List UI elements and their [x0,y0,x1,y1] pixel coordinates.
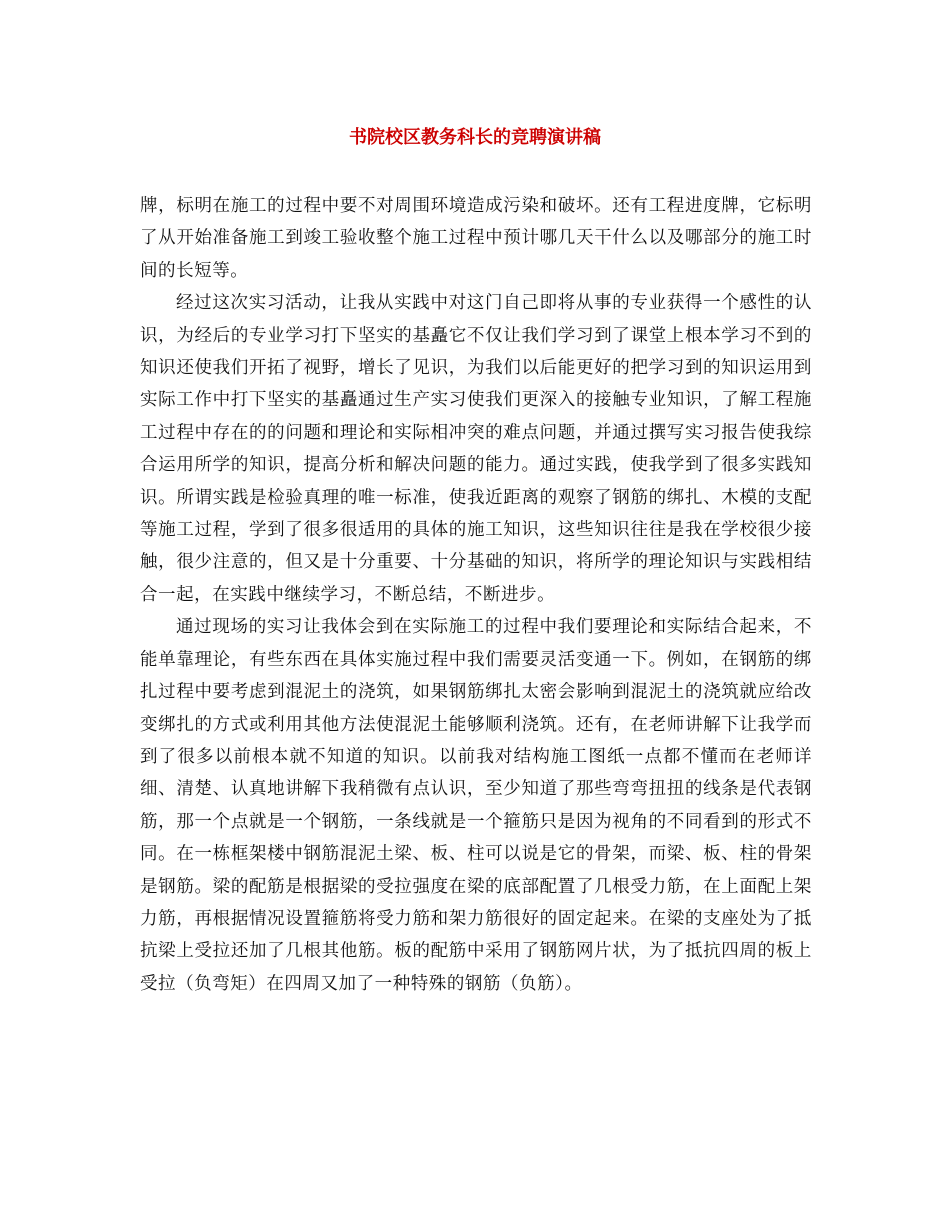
document-title: 书院校区教务科长的竞聘演讲稿 [349,127,601,148]
paragraph-2: 经过这次实习活动，让我从实践中对这门自己即将从事的专业获得一个感性的认识，为经后的专业学习打下坚实的基矗它不仅让我们学习到了课堂上根本学习不到的知识还使我们开拓了视野，增长了见识，为我们以后能更好的把学习到的知识运用到实际工作中打下坚实的基矗通过生产实习使我们更深入的接触专业知识，了解工程施工过程中存在的的问题和理论和实际相冲突的难点问题，并通过撰写实习报告使我综合运用所学的知识，提高分析和解决问题的能力。通过实践，使我学到了很多实践知识。所谓实践是检验真理的唯一标准，使我近距离的观察了钢筋的绑扎、木模的支配等施工过程，学到了很多很适用的具体的施工知识，这些知识往往是我在学校很少接触，很少注意的，但又是十分重要、十分基础的知识，将所学的理论知识与实践相结合一起，在实践中继续学习，不断总结，不断进步。 [140,293,812,605]
paragraph-1: 牌，标明在施工的过程中要不对周围环境造成污染和破坏。还有工程进度牌，它标明了从开始准备施工到竣工验收整个施工过程中预计哪几天干什么以及哪部分的施工时间的长短等。 [140,196,812,281]
document-body [140,190,812,1000]
paragraph-3: 通过现场的实习让我体会到在实际施工的过程中我们要理论和实际结合起来，不能单靠理论，有些东西在具体实施过程中我们需要灵活变通一下。例如，在钢筋的绑扎过程中要考虑到混泥土的浇筑，如果钢筋绑扎太密会影响到混泥土的浇筑就应给改变绑扎的方式或利用其他方法使混泥土能够顺利浇筑。还有，在老师讲解下让我学而到了很多以前根本就不知道的知识。以前我对结构施工图纸一点都不懂而在老师详细、清楚、认真地讲解下我稍微有点认识，至少知道了那些弯弯扭扭的线条是代表钢筋，那一个点就是一个钢筋，一条线就是一个箍筋只是因为视角的不同看到的形式不同。在一栋框架楼中钢筋混泥土梁、板、柱可以说是它的骨架，而梁、板、柱的骨架是钢筋。梁的配筋是根据梁的受拉强度在梁的底部配置了几根受力筋，在上面配上架力筋，再根据情况设置箍筋将受力筋和架力筋很好的固定起来。在梁的支座处为了抵抗梁上受拉还加了几根其他筋。板的配筋中采用了钢筋网片状，为了抵抗四周的板上受拉（负弯矩）在四周又加了一种特殊的钢筋（负筋）。 [140,617,812,994]
